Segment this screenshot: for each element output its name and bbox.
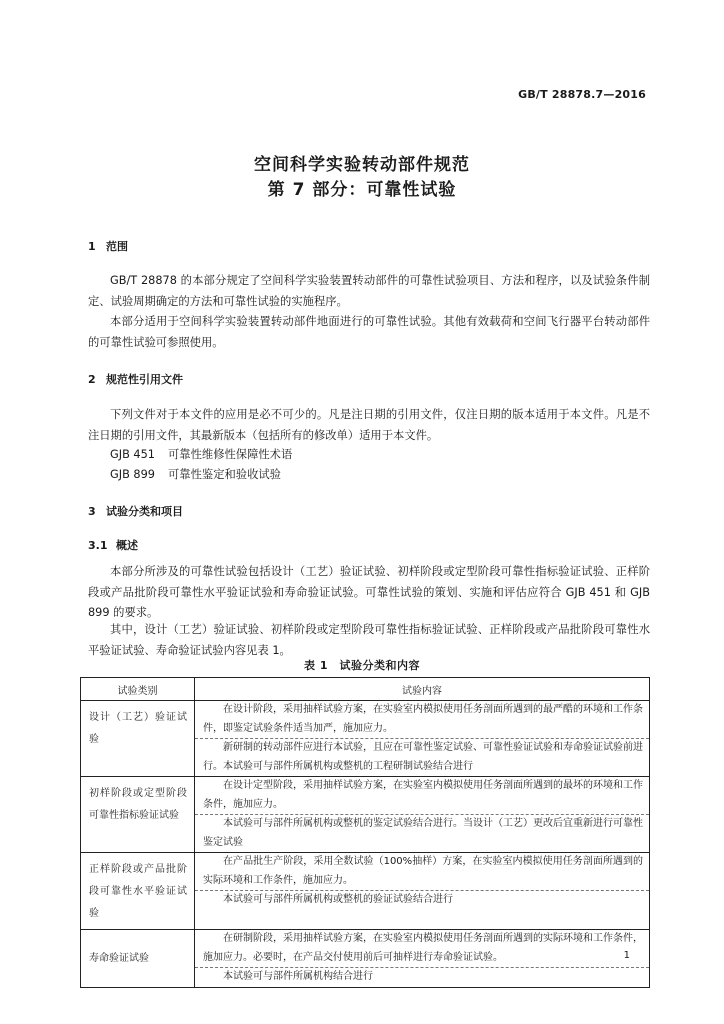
- table-row: [81, 701, 650, 777]
- table-header-row: [81, 678, 650, 701]
- content-line: 在产品批生产阶段，采用全数试验（100%抽样）方案，在实验室内模拟使用任务剖面所遇到的实际环境和工作条件，施加应力。: [203, 856, 643, 886]
- document-title: 空间科学实验转动部件规范: [254, 155, 470, 175]
- table-row: [81, 777, 650, 853]
- content-line: 在设计定型阶段，采用抽样试验方案，在实验室内模拟使用任务剖面所遇到的最坏的环境和工作条件，施加应力。: [203, 780, 643, 810]
- category-cell: 初样阶段或定型阶段可靠性指标验证试验: [81, 777, 195, 853]
- section-number: 2: [88, 373, 96, 386]
- content-line: 在研制阶段，采用抽样试验方案，在实验室内模拟使用任务剖面所遇到的实际环境和工作条件，施加应力。必要时，在产品交付使用前后可抽样进行寿命验证试验。: [203, 933, 643, 963]
- section-1-paragraph-2: 本部分适用于空间科学实验装置转动部件地面进行的可靠性试验。其他有效载荷和空间飞行器平台转动部件的可靠性试验可参照使用。: [88, 315, 650, 349]
- reference-title: 可靠性维修性保障性术语: [168, 448, 293, 461]
- section-2-heading: [88, 373, 183, 387]
- reference-title: 可靠性鉴定和验收试验: [168, 468, 281, 481]
- section-2-paragraph-1: 下列文件对于本文件的应用是必不可少的。凡是注日期的引用文件，仅注日期的版本适用于本文件。凡是不注日期的引用文件，其最新版本（包括所有的修改单）适用于本文件。: [88, 408, 650, 442]
- document-subtitle: 第 7 部分：可靠性试验: [267, 180, 457, 200]
- section-number: 3: [88, 505, 96, 518]
- table-caption: 表 1 试验分类和内容: [304, 659, 420, 672]
- content-line: 本试验可与部件所属机构或整机的验证试验结合进行: [195, 890, 649, 910]
- section-1-heading: [88, 240, 128, 254]
- content-line: 本试验可与部件所属机构结合进行: [195, 967, 649, 987]
- section-title: 范围: [106, 240, 128, 253]
- section-title: 试验分类和项目: [106, 505, 183, 518]
- content-cell: [195, 701, 650, 777]
- test-classification-table: [80, 677, 650, 988]
- category-cell: 寿命验证试验: [81, 930, 195, 988]
- section-title: 规范性引用文件: [106, 373, 183, 386]
- section-3-1-heading: [88, 539, 138, 553]
- section-3-1-paragraph-2: 其中，设计（工艺）验证试验、初样阶段或定型阶段可靠性指标验证试验、正样阶段或产品批阶段可靠性水平验证试验、寿命验证试验内容见表 1。: [88, 623, 650, 657]
- reference-item: [110, 467, 281, 483]
- standard-code: GB/T 28878.7—2016: [518, 88, 646, 101]
- table-row: [81, 853, 650, 930]
- category-cell: 正样阶段或产品批阶段可靠性水平验证试验: [81, 853, 195, 930]
- content-cell: [195, 853, 650, 930]
- reference-code: GJB 451: [110, 448, 155, 461]
- content-line: 本试验可与部件所属机构或整机的鉴定试验结合进行。当设计（工艺）更改后宜重新进行可靠性鉴定试验: [195, 814, 649, 852]
- reference-item: [110, 447, 292, 463]
- table-row: [81, 930, 650, 988]
- section-3-1-paragraph-1: 本部分所涉及的可靠性试验包括设计（工艺）验证试验、初样阶段或定型阶段可靠性指标验证试验、正样阶段或产品批阶段可靠性水平验证试验和寿命验证试验。可靠性试验的策划、实施和评估应符合 GJB 451 和 GJB 899 的要求。: [88, 565, 650, 620]
- content-cell: [195, 777, 650, 853]
- category-cell: 设计（工艺）验证试验: [81, 701, 195, 777]
- column-header-content: 试验内容: [195, 678, 650, 701]
- section-number: 3.1: [88, 539, 108, 552]
- page-number: 1: [623, 950, 630, 961]
- content-cell: [195, 930, 650, 988]
- section-3-heading: [88, 505, 183, 519]
- column-header-category: 试验类别: [81, 678, 195, 701]
- reference-code: GJB 899: [110, 468, 155, 481]
- section-number: 1: [88, 240, 96, 253]
- content-line: 新研制的转动部件应进行本试验，且应在可靠性鉴定试验、可靠性验证试验和寿命验证试验前进行。本试验可与部件所属机构或整机的工程研制试验结合进行: [195, 738, 649, 776]
- section-title: 概述: [116, 539, 138, 552]
- content-line: 在设计阶段，采用抽样试验方案，在实验室内模拟使用任务剖面所遇到的最严酷的环境和工作条件，即鉴定试验条件适当加严，施加应力。: [203, 704, 643, 734]
- section-1-paragraph-1: GB/T 28878 的本部分规定了空间科学实验装置转动部件的可靠性试验项目、方法和程序，以及试验条件制定、试验周期确定的方法和可靠性试验的实施程序。: [88, 274, 650, 308]
